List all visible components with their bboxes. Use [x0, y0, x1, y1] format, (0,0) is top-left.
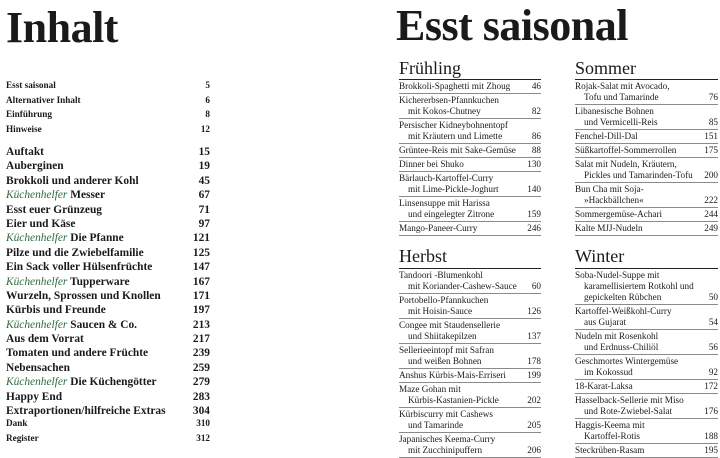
season-list-spring [399, 80, 541, 236]
recipe-title-line: Bun Cha mit Soja- [575, 184, 644, 194]
recipe-title-line: und Vermicelli-Reis [584, 117, 658, 127]
toc-entry-label [6, 289, 161, 303]
toc-entry-title: Happy End [6, 390, 63, 403]
toc-entry-page: 171 [192, 289, 210, 302]
toc-entry[interactable] [6, 217, 210, 231]
toc-entry[interactable] [6, 260, 210, 274]
recipe-title [399, 81, 510, 92]
recipe-title-line: und weißen Bohnen [408, 356, 482, 366]
toc-entry-label [6, 260, 152, 274]
recipe-page: 199 [527, 370, 541, 380]
toc-entry-page: 167 [192, 275, 210, 288]
recipe-title-line: mit Zucchinipuffern [408, 445, 483, 455]
recipe-page: 172 [704, 381, 718, 391]
recipe-entry[interactable] [399, 172, 541, 197]
toc-entry-page: 67 [198, 189, 210, 202]
season-list-winter [575, 269, 718, 458]
recipe-title [399, 320, 500, 342]
toc-entry-page: 8 [205, 109, 210, 119]
toc-entry-label [6, 303, 106, 317]
toc-entry-title: Auftakt [6, 146, 44, 158]
toc-entry-title: Tupperware [70, 275, 130, 288]
recipe-entry[interactable] [575, 144, 718, 158]
recipe-title-line: Hasselback-Sellerie mit Miso [575, 395, 684, 405]
toc-entry-prefix: Küchenhelfer [6, 376, 68, 389]
recipe-entry[interactable] [399, 80, 541, 94]
recipe-page: 76 [708, 92, 718, 102]
recipe-page: 54 [708, 317, 718, 327]
recipe-title-line: Tandoori -Blumenkohl [399, 270, 483, 280]
recipe-title-line: Steckrüben-Rasam [575, 445, 645, 455]
toc-entry[interactable] [6, 174, 210, 188]
toc-intro-list [6, 78, 210, 136]
toc-entry-page: 15 [198, 146, 210, 158]
toc-entry-label [6, 203, 102, 217]
toc-entry-label [6, 318, 137, 332]
recipe-page: 188 [704, 431, 718, 441]
toc-entry[interactable] [6, 303, 210, 317]
toc-entry-page: 304 [192, 405, 210, 418]
recipe-title-line: Kichererbsen-Pfannkuchen [399, 95, 499, 105]
recipe-title [575, 223, 643, 234]
toc-entry[interactable] [6, 318, 210, 332]
recipe-title-line: 18-Karat-Laksa [575, 381, 633, 391]
recipe-title-line: Libanesische Bohnen [575, 106, 654, 116]
recipe-title [575, 145, 676, 156]
recipe-entry[interactable] [575, 355, 718, 380]
recipe-entry[interactable] [575, 444, 718, 458]
recipe-title-line: Soba-Nudel-Suppe mit [575, 270, 660, 280]
toc-entry[interactable] [6, 159, 210, 173]
toc-entry[interactable] [6, 231, 210, 245]
recipe-page: 126 [527, 306, 541, 316]
toc-entry-label [6, 246, 144, 260]
toc-entry-title: Die Küchengötter [70, 376, 157, 389]
recipe-title-line: Anshus Kürbis-Mais-Erriseri [399, 370, 506, 380]
recipe-title-line: Kalte MJJ-Nudeln [575, 223, 643, 233]
toc-entry-title: Ein Sack voller Hülsenfrüchte [6, 261, 153, 274]
recipe-title-line: mit Lime-Pickle-Joghurt [408, 184, 499, 194]
toc-entry-label [6, 159, 64, 173]
recipe-title [575, 420, 645, 442]
toc-entry-prefix: Küchenhelfer [6, 189, 68, 202]
recipe-title [575, 209, 662, 220]
recipe-title-line: Congee mit Staudensellerie [399, 320, 501, 330]
recipe-title [575, 356, 678, 378]
left-page [0, 0, 350, 454]
toc-entry-title: Einführung [6, 109, 52, 119]
toc-entry-label [6, 275, 130, 289]
recipe-title-line: Sellerieeintopf mit Safran [399, 345, 494, 355]
recipe-page: 205 [527, 420, 541, 430]
recipe-title-line: Linsensuppe mit Harissa [399, 198, 490, 208]
toc-entry-label [6, 145, 44, 159]
toc-entry-page: 12 [200, 123, 210, 134]
toc-entry-page: 121 [192, 232, 210, 245]
toc-entry-page: 283 [192, 390, 210, 403]
recipe-page: 140 [527, 184, 541, 194]
recipe-title-line: mit Kräutern und Limette [408, 131, 503, 141]
toc-entry-label [6, 346, 148, 360]
recipe-title-line: und Rote-Zwiebel-Salat [584, 406, 673, 416]
toc-entry[interactable] [6, 275, 210, 289]
recipe-entry[interactable] [575, 130, 718, 144]
toc-entry-page: 279 [192, 376, 210, 389]
recipe-title [399, 120, 508, 142]
toc-entry-title: Wurzeln, Sprossen und Knollen [6, 289, 161, 302]
recipe-title [399, 198, 494, 220]
recipe-title-line: »Hackbällchen« [584, 195, 644, 205]
recipe-page: 88 [531, 145, 541, 155]
recipe-page: 82 [531, 106, 541, 116]
toc-entry-page: 19 [198, 160, 210, 173]
toc-entry-label [6, 78, 56, 93]
recipe-page: 195 [704, 445, 718, 455]
recipe-entry[interactable] [575, 394, 718, 419]
recipe-page: 151 [704, 131, 718, 141]
recipe-page: 244 [704, 209, 718, 219]
season-list-summer [575, 80, 718, 236]
recipe-page: 56 [708, 342, 718, 352]
recipe-entry[interactable] [399, 222, 541, 236]
recipe-title-line: Haggis-Keema mit [575, 420, 645, 430]
recipe-entry[interactable] [575, 380, 718, 394]
toc-entry-page: 147 [192, 261, 210, 274]
recipe-title-line: karamellisiertem Rotkohl und [584, 281, 694, 291]
recipe-title-line: Kartoffel-Weißkohl-Curry [575, 306, 672, 316]
toc-entry-label [6, 431, 39, 446]
toc-entry[interactable] [6, 246, 210, 260]
recipe-title-line: Süßkartoffel-Sommerrollen [575, 145, 677, 155]
recipe-title-line: Pickles und Tamarinden-Tofu [584, 170, 693, 180]
recipe-title-line: Brokkoli-Spaghetti mit Zhoug [399, 81, 511, 91]
recipe-title [399, 95, 499, 117]
recipe-title [575, 81, 670, 103]
toc-entry[interactable] [6, 431, 210, 446]
recipe-page: 175 [704, 145, 718, 155]
recipe-entry[interactable] [399, 383, 541, 408]
toc-entry-page: 5 [205, 80, 210, 90]
toc-entry-page: 312 [196, 432, 210, 443]
toc-entry-label [6, 188, 105, 202]
toc-entry-title: Nebensachen [6, 361, 70, 374]
recipe-title [575, 306, 672, 328]
recipe-title-line: Grüntee-Reis mit Sake-Gemüse [399, 145, 516, 155]
toc-entry[interactable] [6, 390, 210, 404]
recipe-title [399, 223, 477, 234]
toc-entry-page: 97 [198, 217, 210, 230]
toc-entry-label [6, 390, 62, 404]
recipe-entry[interactable] [575, 305, 718, 330]
recipe-title-line: und Tamarinde [408, 420, 464, 430]
toc-entry[interactable] [6, 361, 210, 375]
season-title-autumn: Herbst [399, 246, 447, 266]
toc-entry-title: Pilze und die Zwiebelfamilie [6, 246, 144, 259]
toc-entry-label [6, 361, 70, 375]
right-page [350, 0, 720, 454]
recipe-title-line: Fenchel-Dill-Dal [575, 131, 638, 141]
recipe-title-line: Japanisches Keema-Curry [399, 434, 496, 444]
recipe-title-line: Mango-Paneer-Curry [399, 223, 478, 233]
toc-entry-page: 259 [192, 361, 210, 374]
recipe-entry[interactable] [575, 80, 718, 105]
toc-entry[interactable] [6, 78, 210, 93]
recipe-page: 178 [527, 356, 541, 366]
toc-entry-title: Auberginen [6, 160, 64, 173]
recipe-title-line: Sommergemüse-Achari [575, 209, 663, 219]
recipe-title-line: Rojak-Salat mit Avocado, [575, 81, 670, 91]
recipe-title-line: Nudeln mit Rosenkohl [575, 331, 659, 341]
toc-entry-label [6, 93, 81, 108]
toc-entry-page: 197 [192, 304, 210, 317]
recipe-entry[interactable] [399, 119, 541, 144]
recipe-page: 206 [527, 445, 541, 455]
recipe-title-line: mit Hoisin-Sauce [408, 306, 473, 316]
toc-entry[interactable] [6, 346, 210, 360]
toc-entry-title: Hinweise [6, 123, 42, 134]
toc-entry[interactable] [6, 416, 210, 431]
recipe-title-line: im Kokossud [584, 367, 633, 377]
toc-entry[interactable] [6, 289, 210, 303]
recipe-entry[interactable] [399, 94, 541, 119]
toc-entry-title: Esst saisonal [6, 80, 56, 90]
toc-entry-page: 45 [198, 174, 210, 187]
toc-entry[interactable] [6, 375, 210, 389]
toc-entry-prefix: Küchenhelfer [6, 318, 68, 331]
recipe-entry[interactable] [399, 144, 541, 158]
recipe-title [399, 159, 464, 170]
recipe-page: 249 [704, 223, 718, 233]
toc-entry-page: 6 [205, 94, 210, 105]
recipe-title [399, 145, 516, 156]
toc-end-list [6, 416, 210, 445]
recipe-title-line: Kürbiscurry mit Cashews [399, 409, 493, 419]
toc-entry-title: Aus dem Vorrat [6, 333, 84, 346]
recipe-title [575, 184, 644, 206]
recipe-entry[interactable] [575, 183, 718, 208]
recipe-entry[interactable] [575, 105, 718, 130]
toc-entry-page: 71 [198, 203, 210, 216]
recipe-title-line: aus Gujarat [584, 317, 627, 327]
toc-entry-title: Brokkoli und anderer Kohl [6, 174, 139, 187]
recipe-page: 92 [708, 367, 718, 377]
toc-entry-label [6, 416, 27, 431]
recipe-title [399, 173, 499, 195]
recipe-entry[interactable] [575, 419, 718, 444]
recipe-entry[interactable] [399, 197, 541, 222]
recipe-title [575, 331, 658, 353]
season-title-summer: Sommer [575, 58, 636, 78]
toc-entry-label [6, 332, 84, 346]
recipe-title-line: Kürbis-Kastanien-Pickle [408, 395, 499, 405]
toc-entry[interactable] [6, 203, 210, 217]
recipe-title [575, 131, 638, 142]
toc-entry-page: 213 [192, 318, 210, 331]
recipe-page: 222 [704, 195, 718, 205]
recipe-entry[interactable] [399, 344, 541, 369]
toc-entry[interactable] [6, 145, 210, 159]
recipe-entry[interactable] [575, 158, 718, 183]
toc-entry-label [6, 122, 42, 137]
recipe-page: 246 [527, 223, 541, 233]
toc-entry[interactable] [6, 107, 210, 122]
season-title-spring: Frühling [399, 58, 462, 78]
recipe-title-line: Maze Gohan mit [399, 384, 461, 394]
toc-entry-title: Messer [70, 189, 106, 202]
recipe-title [399, 345, 494, 367]
recipe-entry[interactable] [399, 294, 541, 319]
recipe-title-line: und Shiitakepilzen [408, 331, 477, 341]
season-list-autumn [399, 269, 541, 458]
toc-entry[interactable] [6, 93, 210, 108]
recipe-page: 85 [708, 117, 718, 127]
recipe-page: 50 [708, 292, 718, 302]
toc-entry-page: 217 [192, 333, 210, 346]
recipe-entry[interactable] [575, 269, 718, 305]
recipe-entry[interactable] [575, 208, 718, 222]
recipe-entry[interactable] [575, 330, 718, 355]
recipe-entry[interactable] [399, 433, 541, 458]
toc-entry-title: Extraportionen/hilfreiche Extras [6, 405, 166, 418]
season-title-winter: Winter [575, 246, 625, 266]
toc-entry[interactable] [6, 122, 210, 137]
recipe-title [575, 395, 684, 417]
recipe-title [399, 370, 506, 381]
toc-entry-page: 310 [196, 418, 210, 428]
recipe-title-line: Dinner bei Shuko [399, 159, 464, 169]
recipe-title-line: und Erdnuss-Chiliöl [584, 342, 659, 352]
toc-entry-title: Tomaten und andere Früchte [6, 347, 149, 360]
section-title: Esst saisonal [396, 1, 628, 50]
recipe-title-line: Portobello-Pfannkuchen [399, 295, 489, 305]
toc-entry-title: Esst euer Grünzeug [6, 203, 102, 216]
recipe-title [575, 159, 693, 181]
toc-entry-prefix: Küchenhelfer [6, 275, 68, 288]
recipe-title [399, 384, 499, 406]
toc-entry-label [6, 174, 139, 188]
toc-entry-title: Dank [6, 418, 28, 428]
recipe-title [575, 106, 658, 128]
toc-entry-label [6, 231, 124, 245]
recipe-entry[interactable] [399, 408, 541, 433]
toc-entry-page: 239 [192, 347, 210, 360]
toc-entry-title: Eier und Käse [6, 217, 76, 230]
recipe-title [575, 270, 694, 303]
toc-entry-title: Register [6, 432, 39, 443]
toc-entry-title: Alternativer Inhalt [6, 94, 81, 105]
toc-entry-title: Die Pfanne [70, 232, 124, 245]
toc-entry-prefix: Küchenhelfer [6, 232, 68, 245]
recipe-title [399, 409, 493, 431]
recipe-title-line: gepickelten Rübchen [584, 292, 662, 302]
recipe-entry[interactable] [399, 269, 541, 294]
toc-entry-title: Saucen & Co. [70, 318, 137, 331]
recipe-title [399, 434, 495, 456]
toc-entry-title: Kürbis und Freunde [6, 304, 106, 317]
recipe-page: 159 [527, 209, 541, 219]
recipe-page: 176 [704, 406, 718, 416]
recipe-title [575, 381, 633, 392]
recipe-title-line: Bärlauch-Kartoffel-Curry [399, 173, 494, 183]
recipe-title-line: mit Kokos-Chutney [408, 106, 481, 116]
recipe-entry[interactable] [399, 319, 541, 344]
recipe-title-line: Persischer Kidneybohnentopf [399, 120, 508, 130]
toc-entry[interactable] [6, 332, 210, 346]
recipe-title-line: Salat mit Nudeln, Kräutern, [575, 159, 677, 169]
recipe-entry[interactable] [399, 158, 541, 172]
recipe-page: 46 [531, 81, 541, 91]
toc-entry[interactable] [6, 188, 210, 202]
recipe-page: 202 [527, 395, 541, 405]
recipe-entry[interactable] [399, 369, 541, 383]
recipe-page: 86 [531, 131, 541, 141]
recipe-page: 137 [527, 331, 541, 341]
recipe-title [399, 295, 488, 317]
recipe-title-line: mit Koriander-Cashew-Sauce [408, 281, 517, 291]
recipe-title [399, 270, 517, 292]
recipe-entry[interactable] [575, 222, 718, 236]
recipe-title-line: Tofu und Tamarinde [584, 92, 659, 102]
recipe-title-line: Kartoffel-Rotis [584, 431, 640, 441]
toc-chapter-list [6, 145, 210, 418]
page-title: Inhalt [6, 3, 118, 52]
toc-entry-page: 125 [192, 246, 210, 259]
recipe-page: 60 [531, 281, 541, 291]
toc-entry-label [6, 217, 75, 231]
recipe-title [575, 445, 644, 456]
recipe-page: 130 [527, 159, 541, 169]
recipe-page: 200 [704, 170, 718, 180]
toc-entry-label [6, 375, 157, 389]
recipe-title-line: und eingelegter Zitrone [408, 209, 495, 219]
toc-entry-label [6, 107, 52, 122]
recipe-title-line: Geschmortes Wintergemüse [575, 356, 679, 366]
